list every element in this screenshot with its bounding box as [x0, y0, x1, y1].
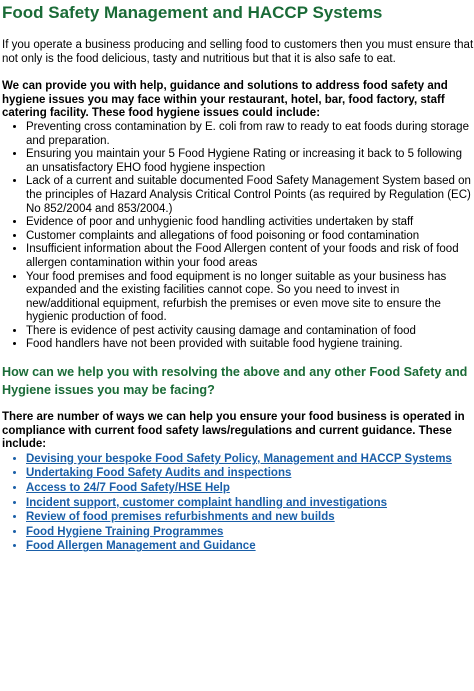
page-title: Food Safety Management and HACCP Systems: [2, 3, 383, 22]
issue-item-premises-equipment: • Your food premises and food equipment is no longer suitable as your business has expanded and the existing facilities cannot cope. So you need to invest in new/additional equipment, refurbish the premises or even move site to ensure the hygienic production of food.: [26, 271, 474, 325]
link-allergen-management[interactable]: Food Allergen Management and Guidance: [26, 540, 256, 553]
link-food-safety-policy[interactable]: Devising your bespoke Food Safety Policy, Management and HACCP Systems: [26, 452, 452, 465]
services-list-item: [26, 496, 474, 511]
issue-item-allergen-information: • Insufficient information about the Food Allergen content of your foods and risk of food allergen contamination within your food areas: [26, 243, 474, 270]
link-premises-review[interactable]: Review of food premises refurbishments and new builds: [26, 511, 335, 524]
issue-item-hygiene-rating: • Ensuring you maintain your 5 Food Hygiene Rating or increasing it back to 5 following an unsatisfactory EHO food hygiene inspection: [26, 148, 474, 175]
ways-intro-paragraph: There are number of ways we can help you ensure your food business is operated in compliance with current food safety laws/regulations and current guidance. These include:: [2, 411, 465, 451]
issue-item-training: • Food handlers have not been provided with suitable food hygiene training.: [26, 338, 474, 352]
services-link-list: [2, 452, 474, 554]
services-list-item: [26, 525, 474, 540]
issue-item-customer-complaints: • Customer complaints and allegations of food poisoning or food contamination: [26, 230, 474, 244]
link-incident-support[interactable]: Incident support, customer complaint handling and investigations: [26, 496, 388, 509]
issue-item-management-system: • Lack of a current and suitable documented Food Safety Management System based on the principles of Hazard Analysis Critical Control Points (as required by Regulation (EC) No 852/2004 and 853/2004.): [26, 175, 474, 216]
help-intro-paragraph: We can provide you with help, guidance and solutions to address food safety and hygiene issues you may face within your restaurant, hotel, bar, food factory, staff catering facility. These food hygiene issues could include:: [2, 80, 448, 120]
intro-paragraph: If you operate a business producing and selling food to customers then you must ensure that not only is the food delicious, tasty and nutritious but that it is also safe to eat.: [2, 39, 474, 65]
section-heading: How can we help you with resolving the above and any other Food Safety and Hygiene issues you may be facing?: [2, 365, 468, 398]
issue-item-poor-handling: • Evidence of poor and unhygienic food handling activities undertaken by staff: [26, 216, 474, 230]
link-food-safety-audits[interactable]: Undertaking Food Safety Audits and inspections: [26, 467, 292, 480]
issue-item-pest-activity: • There is evidence of pest activity causing damage and contamination of food: [26, 325, 474, 339]
services-list-item: [26, 539, 474, 554]
food-hygiene-issues-list: [2, 121, 474, 352]
link-training-programmes[interactable]: Food Hygiene Training Programmes: [26, 525, 224, 538]
link-24-7-help[interactable]: Access to 24/7 Food Safety/HSE Help: [26, 482, 230, 495]
services-list-item: [26, 466, 474, 481]
services-list-item: [26, 452, 474, 467]
services-list-item: [26, 510, 474, 525]
services-list-item: [26, 481, 474, 496]
issue-item-cross-contamination: • Preventing cross contamination by E. coli from raw to ready to eat foods during storage and preparation.: [26, 121, 474, 148]
